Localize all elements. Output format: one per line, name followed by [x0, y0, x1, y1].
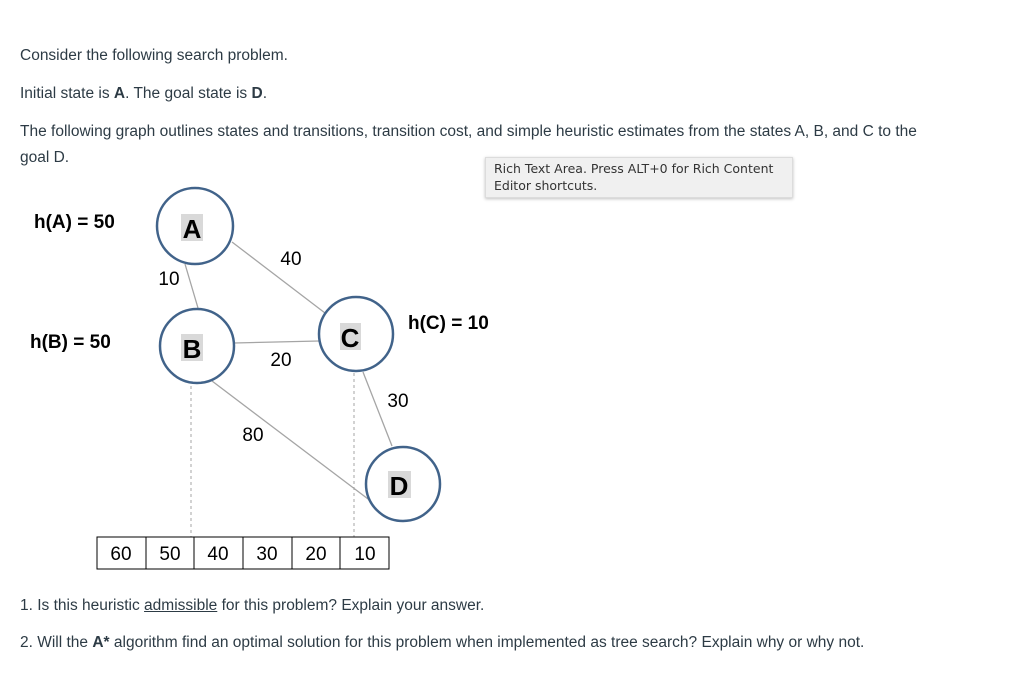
node-b-label: B: [182, 334, 202, 364]
scale-cell: 10: [354, 544, 376, 565]
node-d: [366, 447, 440, 521]
node-d-label: D: [389, 471, 409, 501]
edge-a-b: [185, 264, 198, 308]
question-2: 2. Will the A* algorithm find an optimal solution for this problem when implemented as tree search? Explain why or why not.: [20, 634, 865, 651]
edge-a-c: [232, 242, 325, 313]
initial-state-line: Initial state is A. The goal state is D.: [20, 85, 267, 102]
scale-cell: 50: [159, 544, 181, 565]
edge-cost-ac: 40: [280, 249, 302, 270]
scale-table: [97, 537, 389, 569]
tooltip-line-1: Rich Text Area. Press ALT+0 for Rich Content: [494, 161, 774, 176]
intro-line: Consider the following search problem.: [20, 47, 288, 64]
edge-b-c: [234, 341, 319, 343]
a-star-label: A*: [92, 634, 110, 651]
graph-description: The following graph outlines states and transitions, transition cost, and simple heuristic estimates from the states A, B, and C to the goal D.: [20, 123, 917, 166]
node-a: [157, 188, 233, 264]
scale-cell: 40: [207, 544, 229, 565]
initial-state: A: [113, 85, 126, 102]
node-c: [319, 297, 393, 371]
node-a-label: A: [182, 214, 202, 244]
edge-cost-bc: 20: [270, 350, 292, 371]
heuristic-b: h(B) = 50: [30, 332, 111, 353]
edge-cost-bd: 80: [242, 425, 264, 446]
heuristic-c: h(C) = 10: [408, 313, 489, 334]
question-1: 1. Is this heuristic admissible for this problem? Explain your answer.: [20, 597, 485, 614]
scale-cell: 30: [256, 544, 278, 565]
admissible-link[interactable]: admissible: [144, 597, 218, 614]
edge-cost-ab: 10: [158, 269, 180, 290]
heuristic-a: h(A) = 50: [34, 212, 115, 233]
graph-diagram: [0, 180, 520, 580]
edge-b-d: [212, 381, 376, 505]
node-b: [160, 309, 234, 383]
scale-cell: 20: [305, 544, 327, 565]
scale-cell: 60: [110, 544, 132, 565]
rich-text-tooltip: [485, 157, 793, 198]
goal-state: D: [251, 85, 263, 102]
node-c-label: C: [340, 323, 360, 353]
tooltip-line-2: Editor shortcuts.: [494, 178, 598, 193]
edge-cost-cd: 30: [387, 391, 409, 412]
